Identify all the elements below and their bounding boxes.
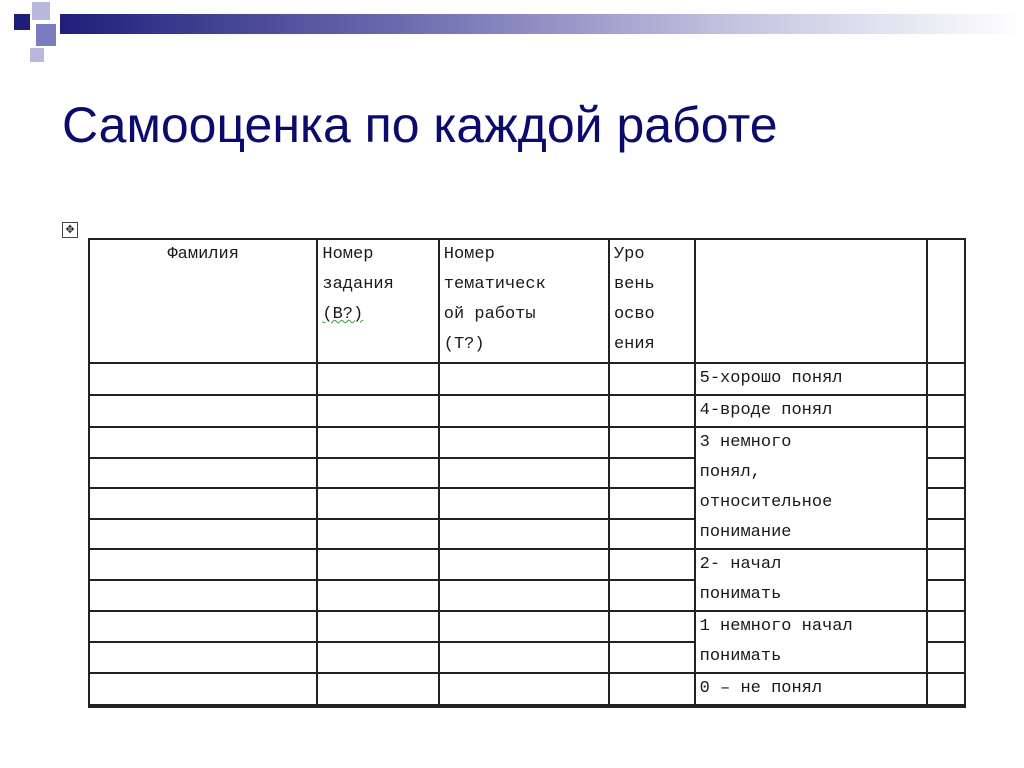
cell-scale-empty[interactable] xyxy=(695,705,927,707)
cell-thematic[interactable] xyxy=(439,519,609,550)
cell-extra[interactable] xyxy=(927,642,965,673)
cell-task[interactable] xyxy=(317,458,438,489)
cell-level[interactable] xyxy=(609,395,695,427)
cell-surname[interactable] xyxy=(89,705,317,707)
table-row xyxy=(89,549,965,580)
table-row xyxy=(89,705,965,707)
level-label-1: 1 немного начал понимать xyxy=(695,611,927,673)
cell-level[interactable] xyxy=(609,549,695,580)
cell-thematic[interactable] xyxy=(439,395,609,427)
cell-task[interactable] xyxy=(317,580,438,611)
cell-level[interactable] xyxy=(609,427,695,458)
cell-extra[interactable] xyxy=(927,427,965,458)
cell-surname[interactable] xyxy=(89,549,317,580)
table-row xyxy=(89,427,965,458)
cell-surname[interactable] xyxy=(89,673,317,705)
header-row xyxy=(89,239,965,363)
table-row xyxy=(89,611,965,642)
table-row xyxy=(89,363,965,395)
cell-extra[interactable] xyxy=(927,395,965,427)
cell-surname[interactable] xyxy=(89,519,317,550)
cell-extra[interactable] xyxy=(927,458,965,489)
cell-extra[interactable] xyxy=(927,580,965,611)
header-level: Уро вень осво ения xyxy=(609,239,695,363)
cell-extra[interactable] xyxy=(927,488,965,519)
cell-task[interactable] xyxy=(317,549,438,580)
cell-task[interactable] xyxy=(317,427,438,458)
cell-level[interactable] xyxy=(609,519,695,550)
cell-thematic[interactable] xyxy=(439,705,609,707)
table-row xyxy=(89,673,965,705)
level-label-4: 4-вроде понял xyxy=(695,395,927,427)
level-label-0: 0 – не понял xyxy=(695,673,927,705)
cell-thematic[interactable] xyxy=(439,427,609,458)
cell-thematic[interactable] xyxy=(439,458,609,489)
cell-task[interactable] xyxy=(317,705,438,707)
cell-surname[interactable] xyxy=(89,642,317,673)
cell-task[interactable] xyxy=(317,488,438,519)
level-label-3: 3 немного понял, относительное понимание xyxy=(695,427,927,549)
move-cross-icon[interactable]: ✥ xyxy=(62,222,78,238)
cell-level[interactable] xyxy=(609,580,695,611)
cell-thematic[interactable] xyxy=(439,580,609,611)
cell-surname[interactable] xyxy=(89,458,317,489)
cell-level[interactable] xyxy=(609,488,695,519)
header-scale xyxy=(695,239,927,363)
cell-level[interactable] xyxy=(609,458,695,489)
cell-extra[interactable] xyxy=(927,705,965,707)
cell-task[interactable] xyxy=(317,395,438,427)
cell-level[interactable] xyxy=(609,611,695,642)
cell-surname[interactable] xyxy=(89,611,317,642)
table-row xyxy=(89,395,965,427)
level-label-2: 2- начал понимать xyxy=(695,549,927,611)
level-label-5: 5-хорошо понял xyxy=(695,363,927,395)
cell-level[interactable] xyxy=(609,673,695,705)
header-thematic-number: Номер тематическ ой работы (Т?) xyxy=(439,239,609,363)
cell-task[interactable] xyxy=(317,642,438,673)
cell-surname[interactable] xyxy=(89,395,317,427)
header-task-number: Номер задания (В?) xyxy=(317,239,438,363)
cell-extra[interactable] xyxy=(927,673,965,705)
cell-surname[interactable] xyxy=(89,488,317,519)
cell-thematic[interactable] xyxy=(439,611,609,642)
cell-task[interactable] xyxy=(317,363,438,395)
cell-level[interactable] xyxy=(609,642,695,673)
cell-extra[interactable] xyxy=(927,549,965,580)
cell-level[interactable] xyxy=(609,705,695,707)
header-extra xyxy=(927,239,965,363)
cell-surname[interactable] xyxy=(89,580,317,611)
cell-task[interactable] xyxy=(317,611,438,642)
cell-level[interactable] xyxy=(609,363,695,395)
cell-thematic[interactable] xyxy=(439,363,609,395)
cell-extra[interactable] xyxy=(927,363,965,395)
cell-thematic[interactable] xyxy=(439,549,609,580)
self-assessment-table xyxy=(88,238,966,708)
cell-task[interactable] xyxy=(317,519,438,550)
cell-thematic[interactable] xyxy=(439,673,609,705)
cell-task[interactable] xyxy=(317,673,438,705)
cell-surname[interactable] xyxy=(89,427,317,458)
cell-surname[interactable] xyxy=(89,363,317,395)
cell-thematic[interactable] xyxy=(439,488,609,519)
cell-extra[interactable] xyxy=(927,519,965,550)
cell-thematic[interactable] xyxy=(439,642,609,673)
header-surname: Фамилия xyxy=(89,239,317,363)
cell-extra[interactable] xyxy=(927,611,965,642)
slide-title: Самооценка по каждой работе xyxy=(62,97,778,153)
